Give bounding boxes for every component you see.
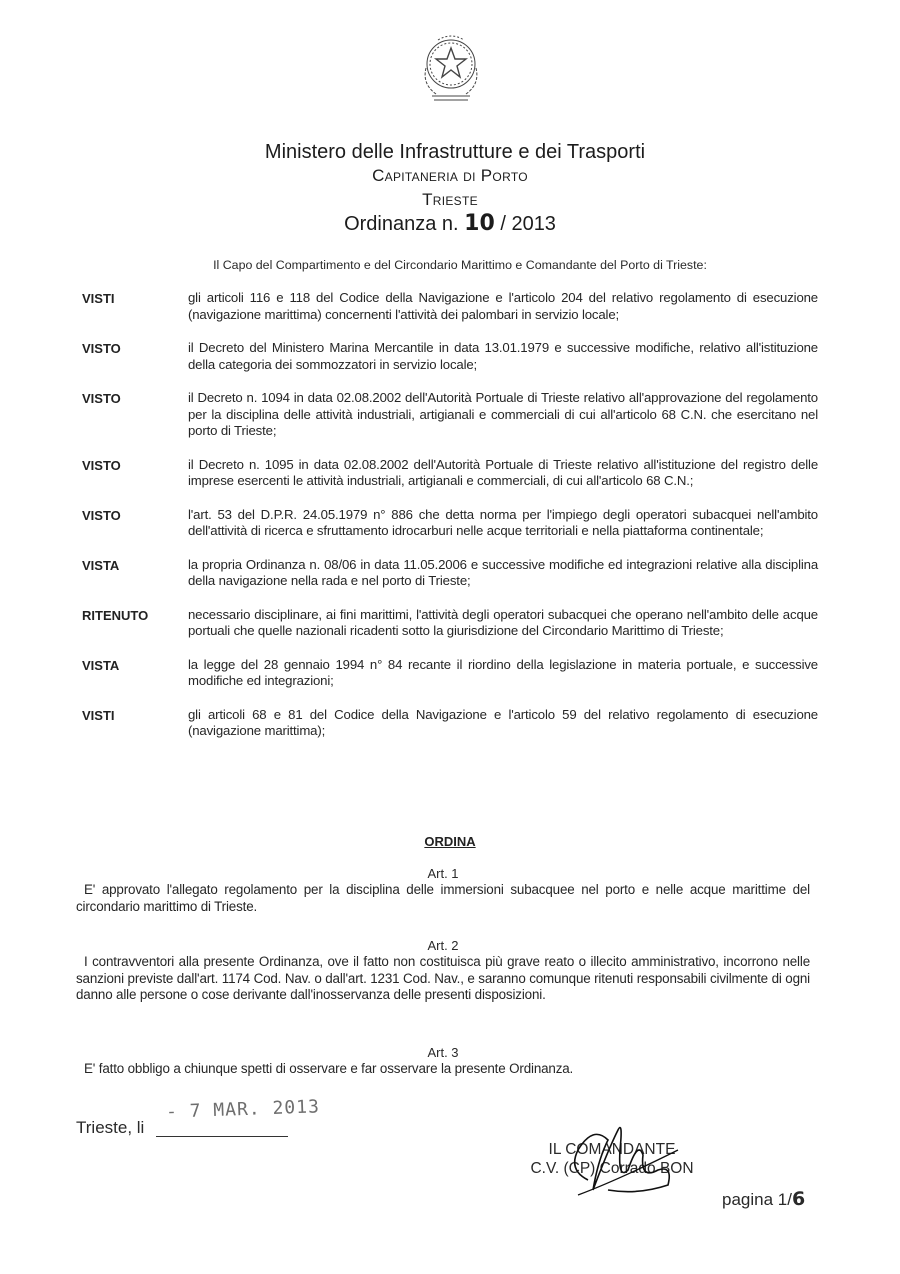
clause-text: il Decreto del Ministero Marina Mercantile in data 13.01.1979 e successive modifiche, relativo all'istituzione della categoria dei sommozzatori in servizio locale; [188,340,818,372]
date-line [156,1136,288,1137]
page-number [722,1188,805,1210]
clause-text: gli articoli 68 e 81 del Codice della Navigazione e l'articolo 59 del relativo regolamento di esecuzione (navigazione marittima); [188,706,818,738]
clause-text: l'art. 53 del D.P.R. 24.05.1979 n° 886 che detta norma per l'impiego degli operatori subacquei nell'ambito dell'attività di ricerca e sfruttamento idrocarburi nelle acque territoriali e nella piattaforma continentale; [188,506,818,538]
city-name: Trieste [422,190,478,209]
article [76,1045,810,1078]
article [76,866,810,915]
page-total: 6 [791,1188,806,1210]
clause [82,457,818,490]
article [76,938,810,1004]
clause [82,657,818,690]
article-title: Art. 1 [427,866,459,881]
clause-keyword: RITENUTO [82,607,149,623]
signatory-title: IL COMANDANTE [548,1141,676,1158]
clause [82,390,818,440]
clause-text: necessario disciplinare, ai fini marittimi, l'attività degli operatori subacquei che operano nell'ambito delle acque portuali che quelle nazionali ricadenti sotto la giurisdizione del Circondario Marittimo di Trieste; [188,606,818,638]
ordinance-prefix: Ordinanza n. [344,213,459,235]
clause-text: la legge del 28 gennaio 1994 n° 84 recante il riordino della legislazione in materia portuale, e successive modifiche ed integrazioni; [188,656,818,688]
italian-republic-emblem-icon [418,28,484,110]
clause-keyword: VISTO [82,341,121,356]
ordinance-year: / 2013 [500,213,556,235]
preamble: Il Capo del Compartimento e del Circondario Marittimo e Comandante del Porto di Trieste: [213,258,707,272]
place-label: Trieste, li [76,1118,145,1137]
ministry-name: Ministero delle Infrastrutture e dei Trasporti [264,141,646,163]
ordinance-number: 10 [464,211,495,236]
handwritten-signature-icon [548,1110,688,1210]
clause-keyword: VISTO [82,391,121,406]
page-label: pagina 1/ [722,1190,792,1209]
clause-keyword: VISTI [82,291,115,306]
article-title: Art. 2 [427,938,459,953]
clause-keyword: VISTA [82,557,120,573]
ordina-heading: ORDINA [424,834,476,849]
date-stamp: - 7 MAR. 2013 [165,1096,321,1123]
clause [82,707,818,740]
clause [82,557,818,590]
signatory-name: C.V. (CP) Corrado BON [530,1160,694,1177]
clause [82,290,818,323]
clause-text: la propria Ordinanza n. 08/06 in data 11.05.2006 e successive modifiche ed integrazioni relative alla disciplina della navigazione nella rada e nel porto di Trieste; [188,556,818,588]
clause-keyword: VISTI [82,707,115,723]
article-text: E' approvato l'allegato regolamento per la disciplina delle immersioni subacquee nel porto e nelle acque marittime del circondario marittimo di Trieste. [76,882,810,914]
clause [82,340,818,373]
article-title: Art. 3 [427,1045,459,1060]
article-text: E' fatto obbligo a chiunque spetti di osservare e far osservare la presente Ordinanza. [84,1061,574,1076]
clause-keyword: VISTO [82,457,121,473]
clause-keyword: VISTA [82,657,120,673]
clauses-list [82,290,818,757]
ordinance-title [0,212,900,236]
clause [82,507,818,540]
office-name: Capitaneria di Porto [372,166,528,185]
document-header [0,140,900,236]
clause-text: il Decreto n. 1094 in data 02.08.2002 dell'Autorità Portuale di Trieste relativo all'approvazione del regolamento per la disciplina delle attività industriali, artigianali e commerciali di cui all'articolo 68 C.N. che esercitano nel porto di Trieste; [188,390,818,438]
clause-text: gli articoli 116 e 118 del Codice della Navigazione e l'articolo 204 del relativo regolamento di esecuzione (navigazione marittima) concernenti l'attività dei palombari in servizio locale; [188,290,818,322]
clause-keyword: VISTO [82,507,121,523]
article-text: I contravventori alla presente Ordinanza, ove il fatto non costituisca più grave reato o illecito amministrativo, incorrono nelle sanzioni previste dall'art. 1174 Cod. Nav. o dall'art. 1231 Cod. Nav., e saranno comunque ritenuti responsabili civilmente di ogni danno alle persone o cose derivante dall'inosservanza delle presenti disposizioni. [76,954,810,1002]
clause [82,607,818,640]
clause-text: il Decreto n. 1095 in data 02.08.2002 dell'Autorità Portuale di Trieste relativo all'istituzione del registro delle imprese esercenti le attività industriali, artigianali e commerciali, di cui all'articolo 68 C.N.; [188,456,818,488]
